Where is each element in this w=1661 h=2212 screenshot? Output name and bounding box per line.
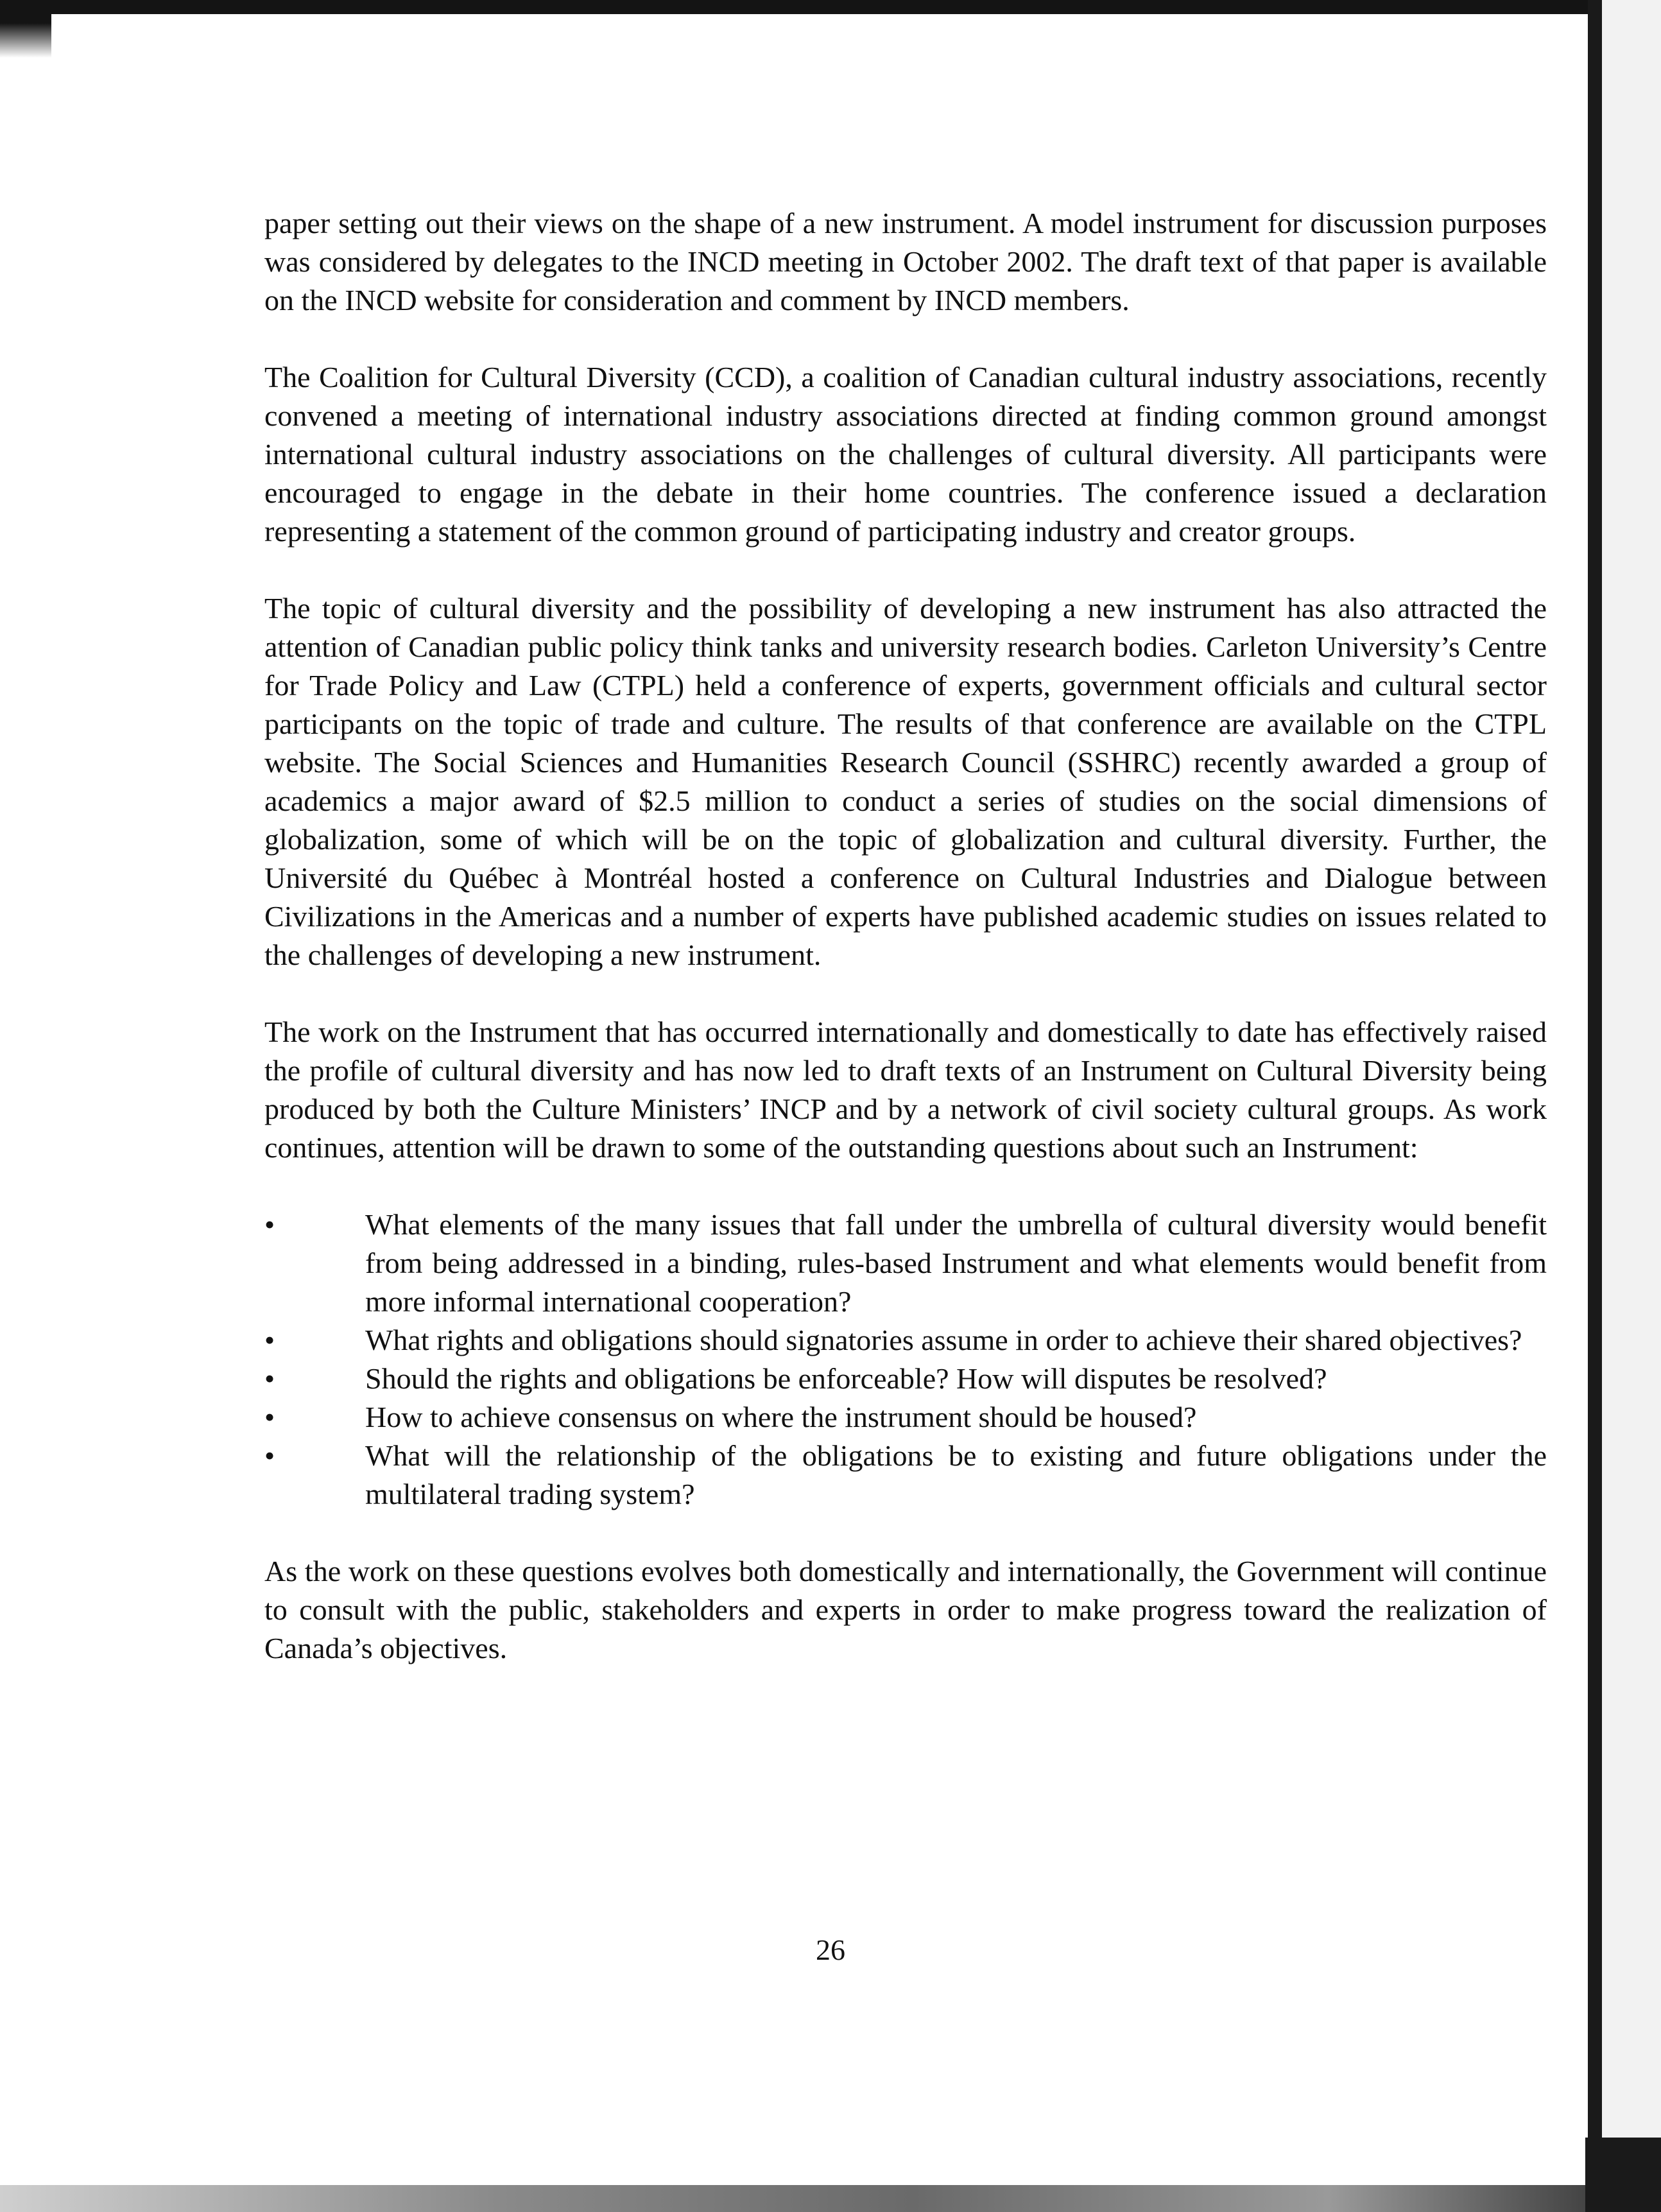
question-text: How to achieve consensus on where the instrument should be housed?: [365, 1401, 1197, 1433]
list-item: [264, 1360, 1547, 1398]
document-body: [264, 204, 1547, 1668]
paragraph: paper setting out their views on the shape of a new instrument. A model instrument for discussion purposes was considered by delegates to the INCD meeting in October 2002. The draft text of that paper is available on the INCD website for consideration and comment by INCD members.: [264, 207, 1547, 316]
question-text: What elements of the many issues that fall under the umbrella of cultural diversity would benefit from being addressed in a binding, rules-based Instrument and what elements would benefit from more informal international cooperation?: [365, 1208, 1547, 1318]
list-item: [264, 1321, 1547, 1360]
questions-list: [264, 1205, 1547, 1514]
question-text: What rights and obligations should signatories assume in order to achieve their shared objectives?: [365, 1324, 1522, 1356]
scan-corner-top-left: [0, 0, 51, 58]
bullet-icon: •: [264, 1362, 275, 1395]
scan-corner-bottom-right: [1585, 2138, 1661, 2212]
list-item: [264, 1205, 1547, 1321]
bullet-icon: •: [264, 1439, 275, 1472]
question-text: Should the rights and obligations be enforceable? How will disputes be resolved?: [365, 1362, 1327, 1395]
paragraph: The Coalition for Cultural Diversity (CCD), a coalition of Canadian cultural industry associations, recently convened a meeting of international industry associations directed at finding common ground amongst international cultural industry associations on the challenges of cultural diversity. All participants were encouraged to engage in the debate in their home countries. The conference issued a declaration representing a statement of the common ground of participating industry and creator groups.: [264, 361, 1547, 548]
bullet-icon: •: [264, 1324, 275, 1356]
bullet-icon: •: [264, 1401, 275, 1433]
list-item: [264, 1398, 1547, 1437]
paragraph: The work on the Instrument that has occurred internationally and domestically to date has effectively raised the profile of cultural diversity and has now led to draft texts of an Instrument on Cultural Diversity being produced by both the Culture Ministers’ INCP and by a network of civil society cultural groups. As work continues, attention will be drawn to some of the outstanding questions about such an Instrument:: [264, 1015, 1547, 1164]
scan-border-top: [0, 0, 1661, 14]
list-item: [264, 1437, 1547, 1514]
question-text: What will the relationship of the obligations be to existing and future obligations under the multilateral trading system?: [365, 1439, 1547, 1510]
paragraph: The topic of cultural diversity and the possibility of developing a new instrument has also attracted the attention of Canadian public policy think tanks and university research bodies. Carleton University’s Centre for Trade Policy and Law (CTPL) held a conference of experts, government officials and cultural sector participants on the topic of trade and culture. The results of that conference are available on the CTPL website. The Social Sciences and Humanities Research Council (SSHRC) recently awarded a group of academics a major award of $2.5 million to conduct a series of studies on the social dimensions of globalization, some of which will be on the topic of globalization and cultural diversity. Further, the Université du Québec à Montréal hosted a conference on Cultural Industries and Dialogue between Civilizations in the Americas and a number of experts have published academic studies on issues related to the challenges of developing a new instrument.: [264, 592, 1547, 971]
page-number: 26: [816, 1933, 845, 1966]
closing-paragraph: As the work on these questions evolves both domestically and internationally, the Government will continue to consult with the public, stakeholders and experts in order to make progress toward the realization of Canada’s objectives.: [264, 1555, 1547, 1664]
scan-border-right: [1588, 0, 1602, 2212]
scan-margin-right: [1602, 0, 1661, 2212]
bullet-icon: •: [264, 1208, 275, 1241]
scan-border-bottom: [0, 2185, 1661, 2212]
